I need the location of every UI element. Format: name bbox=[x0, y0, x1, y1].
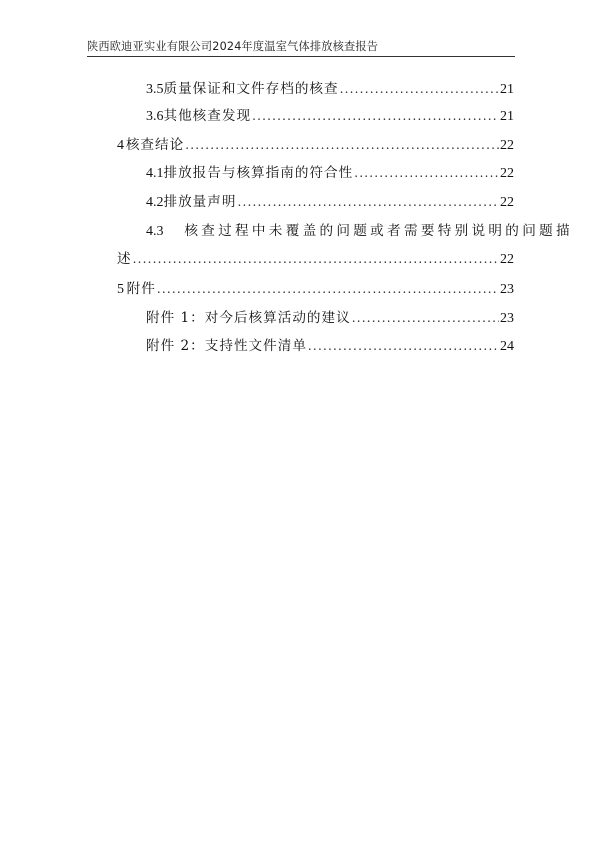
toc-leader-dots bbox=[252, 107, 499, 125]
toc-entry-title: 排放报告与核算指南的符合性 bbox=[163, 165, 354, 181]
toc-entry-title: 排放量声明 bbox=[163, 194, 237, 210]
toc-entry-number: 5 bbox=[117, 282, 124, 297]
page-header: 陕西欧迪亚实业有限公司2024年度温室气体排放核查报告 bbox=[87, 40, 379, 53]
toc-entry-3-6[interactable] bbox=[146, 107, 514, 126]
toc-leader-dots bbox=[308, 337, 499, 355]
toc-entry-title: 核查结论 bbox=[125, 137, 185, 153]
toc-entry-page: 21 bbox=[500, 82, 514, 97]
toc-leader-dots bbox=[352, 309, 499, 327]
toc-entry-title: 附件 1：对今后核算活动的建议 bbox=[146, 310, 351, 326]
toc-entry-title: 其他核查发现 bbox=[163, 108, 252, 124]
toc-entry-3-5[interactable] bbox=[146, 80, 514, 99]
toc-leader-dots bbox=[340, 80, 499, 98]
toc-entry-4-3-line-2[interactable] bbox=[117, 250, 514, 269]
toc-entry-4-2[interactable] bbox=[146, 193, 514, 212]
toc-entry-5[interactable] bbox=[117, 280, 514, 299]
toc-entry-title: 核查过程中未覆盖的问题或者需要特别说明的问题描 bbox=[184, 223, 573, 239]
toc-entry-number: 4.1 bbox=[146, 166, 164, 181]
toc-entry-page: 22 bbox=[500, 252, 514, 267]
toc-leader-dots bbox=[354, 164, 499, 182]
toc-entry-page: 24 bbox=[500, 339, 514, 354]
toc-leader-dots bbox=[237, 193, 499, 211]
toc-entry-appendix-1[interactable] bbox=[146, 309, 514, 328]
toc-entry-number: 3.6 bbox=[146, 109, 164, 124]
toc-entry-number: 3.5 bbox=[146, 82, 164, 97]
toc-entry-page: 23 bbox=[500, 282, 514, 297]
toc-entry-appendix-2[interactable] bbox=[146, 337, 514, 356]
toc-entry-page: 23 bbox=[500, 311, 514, 326]
toc-entry-4-3-line-1[interactable] bbox=[146, 222, 574, 241]
toc-leader-dots bbox=[133, 250, 499, 268]
toc-leader-dots bbox=[157, 280, 499, 298]
header-divider bbox=[87, 56, 515, 57]
toc-entry-title: 质量保证和文件存档的核查 bbox=[163, 81, 339, 97]
toc-entry-number: 4.2 bbox=[146, 195, 164, 210]
toc-entry-page: 22 bbox=[500, 138, 514, 153]
toc-entry-4-1[interactable] bbox=[146, 164, 514, 183]
toc-entry-title-continued: 述 bbox=[117, 251, 132, 267]
toc-entry-page: 22 bbox=[500, 195, 514, 210]
toc-leader-dots bbox=[185, 136, 499, 154]
toc-entry-number: 4.3 bbox=[146, 224, 164, 239]
toc-entry-page: 22 bbox=[500, 166, 514, 181]
toc-entry-4[interactable] bbox=[117, 136, 514, 155]
toc-entry-title: 附件 2：支持性文件清单 bbox=[146, 338, 307, 354]
toc-entry-title: 附件 bbox=[126, 281, 156, 297]
toc-entry-page: 21 bbox=[500, 109, 514, 124]
toc-entry-number: 4 bbox=[117, 138, 124, 153]
